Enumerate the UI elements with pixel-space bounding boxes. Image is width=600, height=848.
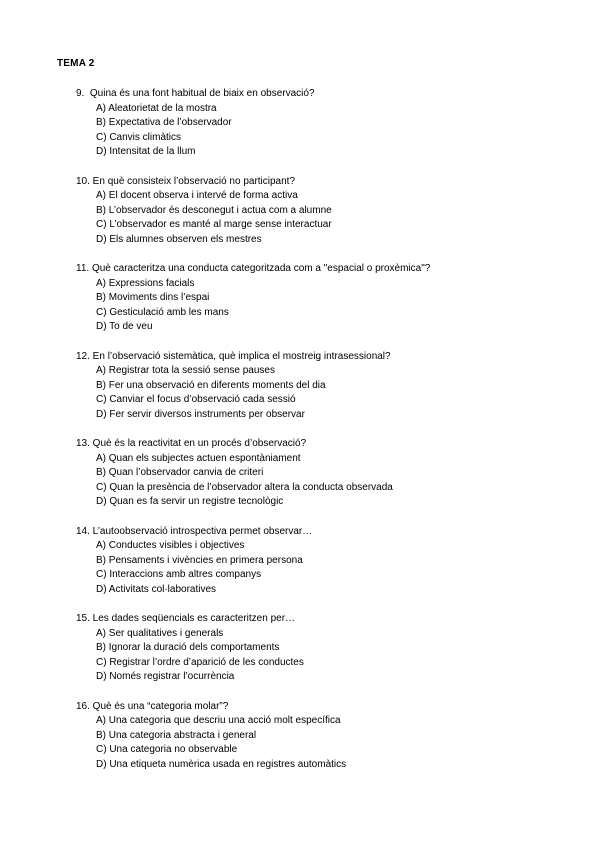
question-text: Què és una “categoria molar”? xyxy=(89,700,229,712)
answer-option: C) Una categoria no observable xyxy=(96,744,238,755)
answer-option: D) Una etiqueta numèrica usada en registres automàtics xyxy=(96,758,347,770)
answer-option: B) Ignorar la duració dels comportaments xyxy=(96,642,280,653)
question-block xyxy=(76,525,576,598)
answer-option: D) Només registrar l’ocurrència xyxy=(96,671,235,682)
option-list xyxy=(96,189,576,247)
question-text-line xyxy=(76,87,576,102)
question-text-line xyxy=(76,175,576,190)
question-text-line xyxy=(76,525,576,540)
question-block xyxy=(76,262,576,335)
question-block xyxy=(76,700,576,773)
option-list xyxy=(96,364,576,422)
answer-option: B) Pensaments i vivències en primera persona xyxy=(96,554,303,566)
answer-option: A) Aleatorietat de la mostra xyxy=(96,102,217,114)
answer-option: B) Expectativa de l’observador xyxy=(96,117,232,128)
answer-option: B) Fer una observació en diferents moments del dia xyxy=(96,379,326,391)
question-number: 13. xyxy=(76,438,90,449)
answer-option: D) Activitats col·laboratives xyxy=(96,583,217,595)
question-block xyxy=(76,87,576,160)
option-list xyxy=(96,277,576,335)
question-block xyxy=(76,612,576,685)
answer-option: A) Expressions facials xyxy=(96,277,195,289)
question-number: 9. xyxy=(76,88,85,99)
answer-option: D) Intensitat de la llum xyxy=(96,146,196,157)
question-text: En què consisteix l’observació no participant? xyxy=(89,175,296,187)
answer-option: B) Quan l’observador canvia de criteri xyxy=(96,467,264,478)
answer-option: C) L’observador es manté al marge sense interactuar xyxy=(96,219,332,230)
answer-option: C) Quan la presència de l’observador altera la conducta observada xyxy=(96,481,393,493)
answer-option: A) Una categoria que descriu una acció molt específica xyxy=(96,715,341,726)
question-text-line xyxy=(76,350,576,365)
question-number: 10. xyxy=(76,175,90,187)
question-block xyxy=(76,175,576,248)
question-number: 15. xyxy=(76,613,90,624)
answer-option: A) Registrar tota la sessió sense pauses xyxy=(96,365,275,376)
question-text-line xyxy=(76,612,576,627)
question-text-line xyxy=(76,437,576,452)
answer-option: C) Gesticulació amb les mans xyxy=(96,306,229,318)
option-list xyxy=(96,714,576,772)
question-number: 14. xyxy=(76,525,90,537)
option-list xyxy=(96,539,576,597)
answer-option: A) Conductes visibles i objectives xyxy=(96,540,245,551)
question-number: 11. xyxy=(76,263,90,274)
question-number: 12. xyxy=(76,350,90,362)
answer-option: B) Moviments dins l’espai xyxy=(96,292,210,303)
option-list xyxy=(96,627,576,685)
answer-option: A) Ser qualitatives i generals xyxy=(96,627,224,639)
answer-option: D) Quan es fa servir un registre tecnològic xyxy=(96,496,284,507)
answer-option: C) Canviar el focus d’observació cada sessió xyxy=(96,394,296,405)
answer-option: A) Quan els subjectes actuen espontàniament xyxy=(96,452,301,464)
answer-option: C) Interaccions amb altres companys xyxy=(96,569,262,580)
option-list xyxy=(96,452,576,510)
question-text: En l’observació sistemàtica, què implica el mostreig intrasessional? xyxy=(89,350,391,362)
question-text: Quina és una font habitual de biaix en observació? xyxy=(84,88,315,99)
question-text: L’autoobservació introspectiva permet observar… xyxy=(89,525,313,537)
question-text: Les dades seqüencials es caracteritzen per… xyxy=(89,613,296,624)
option-list xyxy=(96,102,576,160)
answer-option: D) Els alumnes observen els mestres xyxy=(96,233,262,245)
question-block xyxy=(76,350,576,423)
question-text: Què és la reactivitat en un procés d’observació? xyxy=(89,438,307,449)
answer-option: B) L’observador és desconegut i actua com a alumne xyxy=(96,204,332,216)
question-text: Què caracteritza una conducta categoritzada com a "espacial o proxèmica"? xyxy=(89,263,431,274)
question-text-line xyxy=(76,262,576,277)
page-title: TEMA 2 xyxy=(57,58,95,69)
answer-option: D) Fer servir diversos instruments per observar xyxy=(96,408,305,420)
answer-option: B) Una categoria abstracta i general xyxy=(96,729,257,741)
question-text-line xyxy=(76,700,576,715)
answer-option: C) Registrar l’ordre d’aparició de les conductes xyxy=(96,656,304,668)
question-number: 16. xyxy=(76,700,90,712)
question-block xyxy=(76,437,576,510)
answer-option: D) To de veu xyxy=(96,321,153,332)
question-list xyxy=(76,87,576,787)
answer-option: A) El docent observa i intervé de forma activa xyxy=(96,190,298,201)
answer-option: C) Canvis climàtics xyxy=(96,131,182,143)
